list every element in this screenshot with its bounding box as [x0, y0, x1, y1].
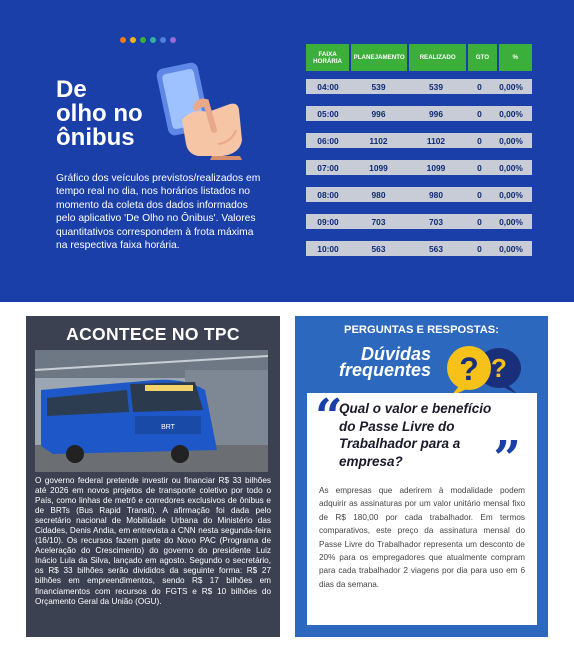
faq-card — [307, 389, 537, 625]
close-quote-icon: ” — [493, 431, 521, 487]
table-cell: 10:00 — [317, 243, 339, 254]
table-cell: 0 — [477, 135, 482, 146]
table-cell: 703 — [429, 216, 443, 227]
bus-photo — [35, 350, 268, 472]
question-bubbles-icon — [433, 342, 525, 398]
table-cell: 539 — [429, 81, 443, 92]
svg-text:?: ? — [491, 353, 507, 383]
table-cell: 0,00% — [499, 135, 523, 146]
hero-section — [0, 0, 574, 302]
table-cell: 0,00% — [499, 108, 523, 119]
table-row — [306, 160, 532, 175]
table-cell: 0 — [477, 189, 482, 200]
color-dot — [160, 37, 166, 43]
color-dot — [140, 37, 146, 43]
color-dot — [170, 37, 176, 43]
table-cell: 996 — [371, 108, 386, 119]
faq-subtitle — [319, 346, 431, 378]
table-row — [306, 187, 532, 202]
table-cell: 0,00% — [499, 216, 523, 227]
table-cell: 04:00 — [317, 81, 339, 92]
news-body: O governo federal pretende investir ou financiar R$ 33 bilhões até 2026 em novos projetos de transporte coletivo por todo o País, como linhas de metrô e corredores exclusivos de ônibus e de BRTs (Bus Rapid Transit). A afirmação foi dada pelo secretário nacional de Mobilidade Urbana do Ministério das Cidades, Denis Andia, em entrevista a CNN nesta segunda-feira (16/10). Os recursos fazem parte do Novo PAC (Programa de Aceleração do Crescimento) do governo do presidente Luiz Inácio Lula da Silva, lançado em agosto. Segundo o secretário, os R$ 33 bilhões serão divididos da seguinte forma: R$ 27 bilhões em empreendimentos, sendo R$ 17 bilhões em financiamentos com recursos do FGTS e R$ 10 bilhões do Orçamento Geral da União (OGU). — [35, 476, 271, 606]
table-cell: 07:00 — [317, 162, 339, 173]
subtitle-line: Dúvidas — [360, 344, 431, 364]
col-header: % — [499, 44, 532, 71]
table-cell: 0 — [477, 243, 482, 254]
color-dots — [120, 37, 176, 43]
table-cell: 563 — [371, 243, 386, 254]
description-text: Gráfico dos veículos previstos/realizados em tempo real no dia, nos horários listados no momento da coleta dos dados informados pelo aplicativo 'De Olho no Ônibus'. Valores quantitativos correspondem à frota máxima na respectiva faixa horária. — [56, 173, 261, 252]
faq-question: Qual o valor e benefício do Passe Livre do Trabalhador para a empresa? — [339, 401, 492, 469]
table-cell: 0 — [477, 108, 482, 119]
news-title: ACONTECE NO TPC — [66, 324, 240, 344]
color-dot — [130, 37, 136, 43]
table-row — [306, 79, 532, 94]
table-cell: 1102 — [426, 135, 446, 146]
table-cell: 09:00 — [317, 216, 339, 227]
table-cell: 1099 — [426, 162, 446, 173]
col-header: PLANEJAMENTO — [351, 44, 407, 71]
table-cell: 1099 — [369, 162, 388, 173]
faq-heading: PERGUNTAS E RESPOSTAS: — [344, 324, 499, 336]
table-cell: 0,00% — [499, 162, 523, 173]
table-cell: 703 — [371, 216, 386, 227]
table-row — [306, 133, 532, 148]
table-cell: 08:00 — [317, 189, 339, 200]
table-cell: 980 — [371, 189, 386, 200]
table-row — [306, 241, 532, 256]
table-row — [306, 106, 532, 121]
table-cell: 0,00% — [499, 81, 523, 92]
page-title — [56, 78, 143, 150]
title-line: olho no — [56, 100, 143, 127]
table-cell: 563 — [429, 243, 443, 254]
phone-hand-icon — [152, 60, 252, 160]
table-cell: 0 — [477, 216, 482, 227]
title-line: De — [56, 76, 87, 103]
news-panel — [26, 316, 280, 637]
table-cell: 06:00 — [317, 135, 339, 146]
faq-panel — [295, 316, 548, 637]
fleet-table — [306, 44, 532, 268]
table-header — [306, 44, 532, 71]
col-header: GTO — [468, 44, 496, 71]
table-cell: 980 — [429, 189, 443, 200]
col-header: REALIZADO — [409, 44, 466, 71]
table-cell: 0,00% — [499, 189, 523, 200]
svg-text:?: ? — [459, 351, 479, 387]
open-quote-icon: “ — [315, 389, 343, 445]
color-dot — [120, 37, 126, 43]
subtitle-line: frequentes — [338, 360, 431, 380]
table-cell: 539 — [371, 81, 386, 92]
table-row — [306, 214, 532, 229]
title-line: ônibus — [56, 124, 135, 151]
table-cell: 0 — [477, 81, 482, 92]
table-cell: 05:00 — [317, 108, 339, 119]
col-header: FAIXA HORÁRIA — [306, 44, 349, 71]
color-dot — [150, 37, 156, 43]
svg-text:BRT: BRT — [161, 424, 175, 431]
table-cell: 996 — [429, 108, 443, 119]
faq-answer: As empresas que aderirem à modalidade podem adquirir as assinaturas por um valor unitário mensal fixo de R$ 180,00 por cada trabalhador. Em termos comparativos, este preço da assinatura mensal do Passe Livre do Trabalhador representa um desconto de 20% para os empregadores que atualmente compram para cada trabalhador 2 viagens por dia para uso em 6 dias da semana. — [319, 486, 525, 589]
table-cell: 0 — [477, 162, 482, 173]
table-cell: 0,00% — [499, 243, 523, 254]
table-cell: 1102 — [369, 135, 388, 146]
